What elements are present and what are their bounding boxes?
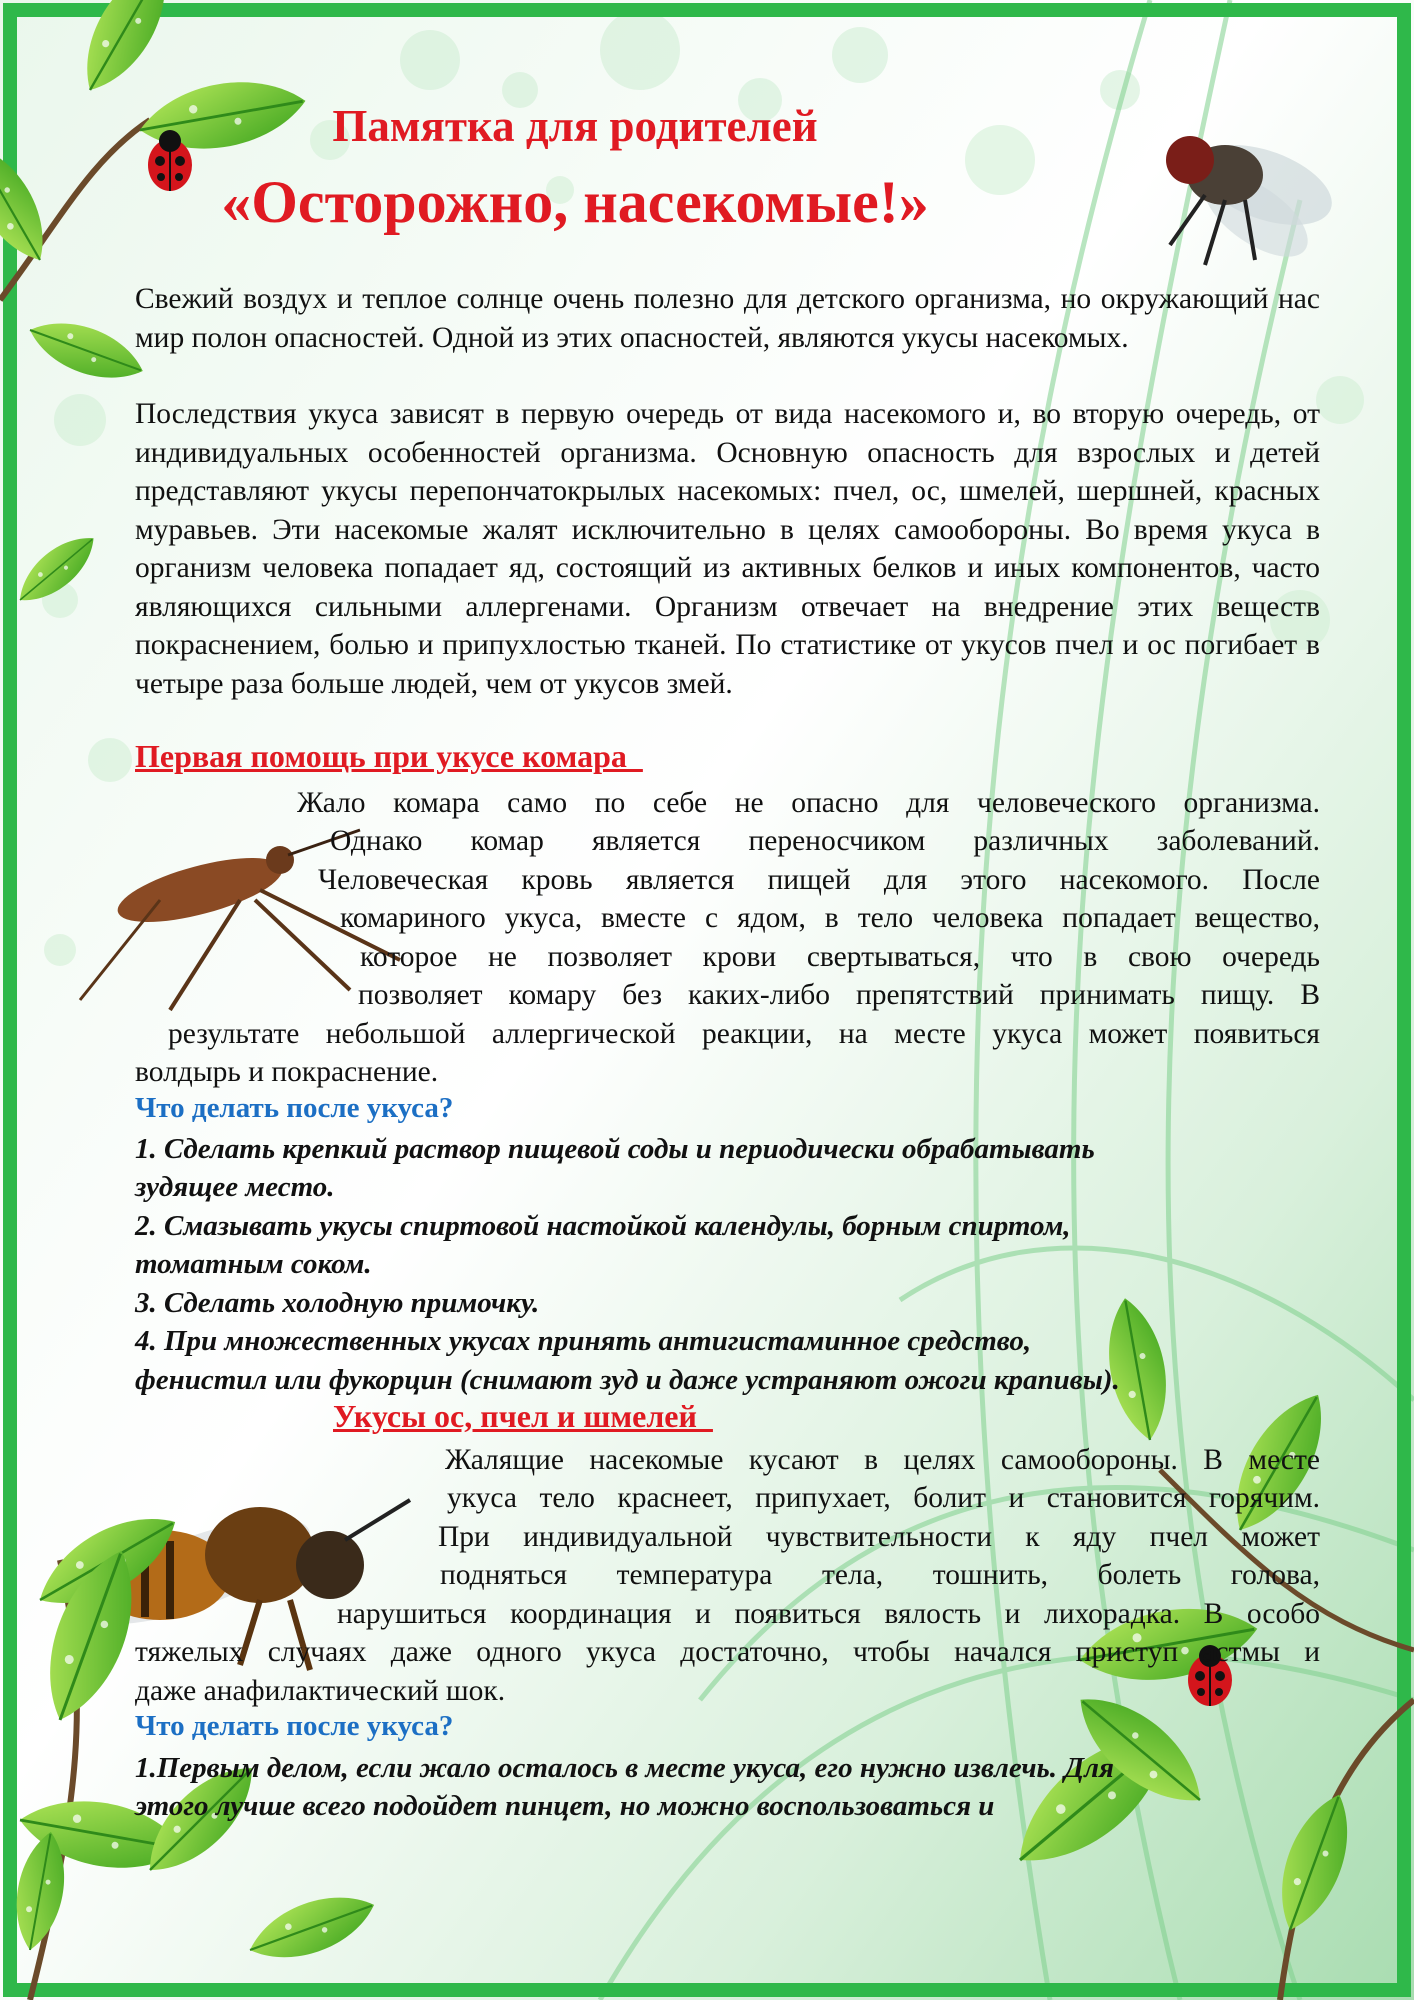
mosquito-step: зудящее место. bbox=[135, 1171, 335, 1203]
wasps-line-6: тяжелых случаях даже одного укуса достаточно, чтобы начался приступ астмы и bbox=[135, 1636, 1320, 1668]
wasps-line-5: нарушиться координация и появиться вялость и лихорадка. В особо bbox=[337, 1598, 1320, 1630]
wasps-line-1: Жалящие насекомые кусают в целях самообороны. В месте bbox=[445, 1444, 1320, 1476]
mosquito-line-1: Жало комара само по себе не опасно для человеческого организма. bbox=[297, 787, 1320, 819]
mosquito-step: томатным соком. bbox=[135, 1248, 372, 1280]
section-heading-mosquito: Первая помощь при укусе комара bbox=[135, 738, 643, 774]
mosquito-line-8: волдырь и покраснение. bbox=[135, 1056, 439, 1088]
mosquito-line-2: Однако комар является переносчиком различных заболеваний. bbox=[330, 825, 1320, 857]
mosquito-line-6: позволяет комару без каких-либо препятствий принимать пищу. В bbox=[358, 979, 1320, 1011]
mosquito-line-3: Человеческая кровь является пищей для этого насекомого. После bbox=[318, 864, 1320, 896]
mosquito-step: 3. Сделать холодную примочку. bbox=[135, 1287, 540, 1319]
intro-paragraph-1: Свежий воздух и теплое солнце очень полезно для детского организма, но окружающий нас мир полон опасностей. Одной из этих опасностей, являются укусы насекомых. bbox=[135, 283, 1320, 354]
mosquito-line-7: результате небольшой аллергической реакции, на месте укуса может появиться bbox=[168, 1018, 1320, 1050]
mosquito-line-4: комариного укуса, вместе с ядом, в тело человека попадает вещество, bbox=[340, 902, 1320, 934]
wasps-line-7: даже анафилактический шок. bbox=[135, 1675, 506, 1707]
mosquito-step: 1. Сделать крепкий раствор пищевой соды и периодически обрабатывать bbox=[135, 1133, 1095, 1165]
wasps-what-to-do: Что делать после укуса? bbox=[135, 1710, 454, 1742]
wasps-step: 1.Первым делом, если жало осталось в месте укуса, его нужно извлечь. Для bbox=[135, 1752, 1114, 1784]
intro-paragraph-2: Последствия укуса зависят в первую очередь от вида насекомого и, во вторую очередь, от индивидуальных особенностей организма. Основную опасность для взрослых и детей представляют укусы перепончатокрылых насекомых: пчел, ос, шмелей, шершней, красных муравьев. Эти насекомые жалят исключительно в целях самообороны. Во время укуса в организм человека попадает яд, состоящий из активных белков и иных компонентов, часто являющихся сильными аллергенами. Организм отвечает на внедрение этих веществ покраснением, болью и припухлостью тканей. По статистике от укусов пчел и ос погибает в четыре раза больше людей, чем от укусов змей. bbox=[135, 398, 1320, 700]
wasps-line-4: подняться температура тела, тошнить, болеть голова, bbox=[440, 1559, 1320, 1591]
wasps-step: этого лучше всего подойдет пинцет, но можно воспользоваться и bbox=[135, 1790, 995, 1822]
wasps-line-3: При индивидуальной чувствительности к яду пчел может bbox=[438, 1521, 1320, 1553]
title-line-1: Памятка для родителей bbox=[332, 101, 818, 151]
mosquito-step: фенистил или фукорцин (снимают зуд и даже устраняют ожоги крапивы). bbox=[135, 1364, 1120, 1396]
title-line-2: «Осторожно, насекомые!» bbox=[221, 169, 929, 235]
section-heading-wasps: Укусы ос, пчел и шмелей bbox=[333, 1398, 713, 1434]
mosquito-what-to-do: Что делать после укуса? bbox=[135, 1092, 454, 1124]
mosquito-step: 4. При множественных укусах принять антигистаминное средство, bbox=[135, 1325, 1032, 1357]
wasps-line-2: укуса тело краснеет, припухает, болит и становится горячим. bbox=[447, 1482, 1320, 1514]
mosquito-step: 2. Смазывать укусы спиртовой настойкой календулы, борным спиртом, bbox=[135, 1210, 1071, 1242]
mosquito-line-5: которое не позволяет крови свертываться, что в свою очередь bbox=[360, 941, 1320, 973]
